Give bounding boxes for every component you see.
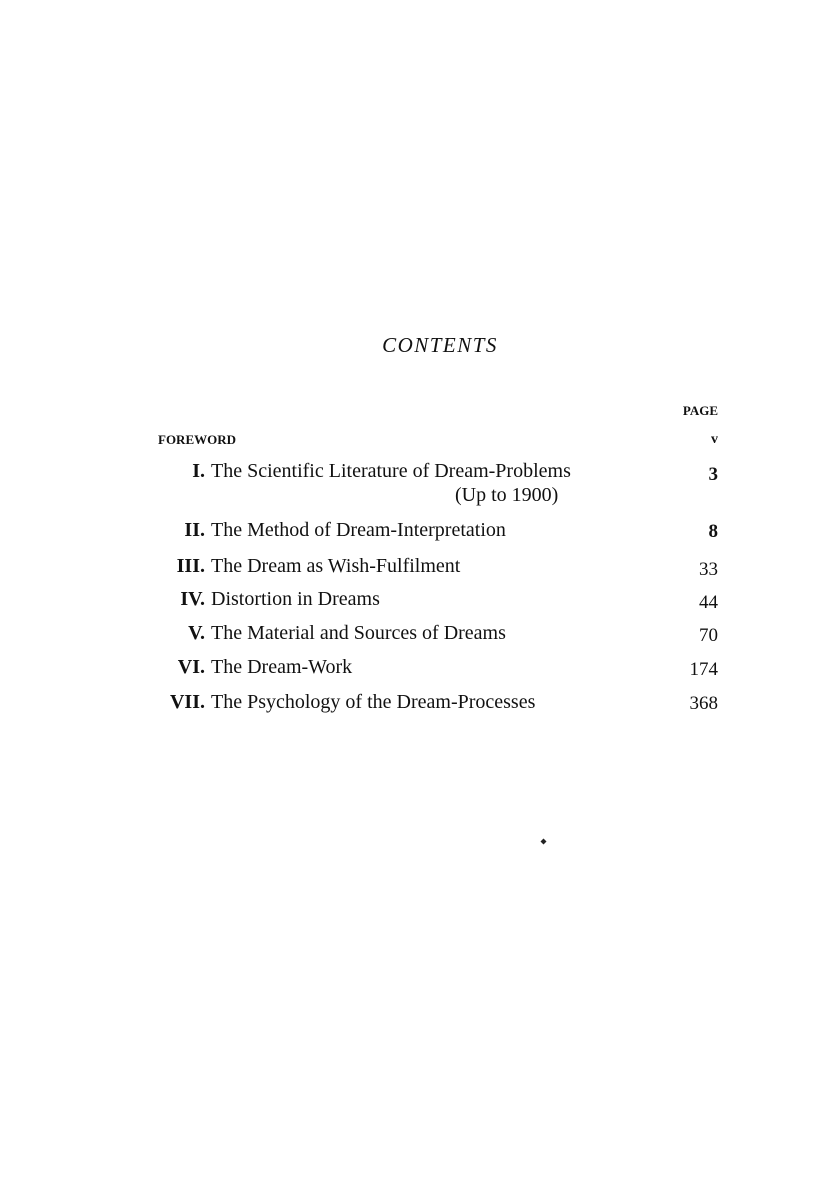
toc-entry-numeral: III. <box>176 555 205 577</box>
page-title: CONTENTS <box>382 333 498 357</box>
toc-entry-numeral: II. <box>184 519 205 541</box>
toc-entry-numeral: I. <box>192 460 205 482</box>
toc-entry-title: Distortion in Dreams <box>211 588 380 610</box>
toc-entry-title: The Dream-Work <box>211 656 353 678</box>
toc-entry-page: 368 <box>689 693 718 714</box>
toc-entry-numeral: IV. <box>180 588 205 610</box>
toc-entry-page: 174 <box>689 659 718 680</box>
toc-entry-page: 33 <box>699 559 718 580</box>
toc-entry-numeral: VI. <box>177 656 205 678</box>
foreword-page-number: v <box>711 432 718 447</box>
toc-entry-4 <box>150 588 730 618</box>
toc-entry-2 <box>150 519 730 549</box>
toc-entry-page: 3 <box>708 464 718 485</box>
toc-entry-page: 70 <box>699 625 718 646</box>
page-column-heading: PAGE <box>682 403 718 418</box>
toc-entry-title: The Psychology of the Dream-Processes <box>211 691 536 713</box>
toc-entry-page: 8 <box>708 521 718 542</box>
toc-entry-title: The Dream as Wish-Fulfilment <box>211 555 461 577</box>
toc-entry-numeral: VII. <box>169 691 205 713</box>
toc-entry-1 <box>150 460 730 490</box>
toc-entry-page: 44 <box>699 592 718 613</box>
toc-entry-title: The Scientific Literature of Dream-Problems <box>211 460 571 482</box>
toc-entry-3 <box>150 555 730 585</box>
toc-entry-subtitle: (Up to 1900) <box>455 484 559 506</box>
toc-entry-6 <box>150 656 730 686</box>
toc-entry-numeral: V. <box>188 622 205 644</box>
foreword-label: FOREWORD <box>158 432 236 447</box>
ink-speck <box>540 838 547 845</box>
toc-entry-7 <box>150 691 730 721</box>
toc-entry-title: The Method of Dream-Interpretation <box>211 519 506 541</box>
toc-entry-5 <box>150 622 730 652</box>
toc-entry-title: The Material and Sources of Dreams <box>211 622 506 644</box>
